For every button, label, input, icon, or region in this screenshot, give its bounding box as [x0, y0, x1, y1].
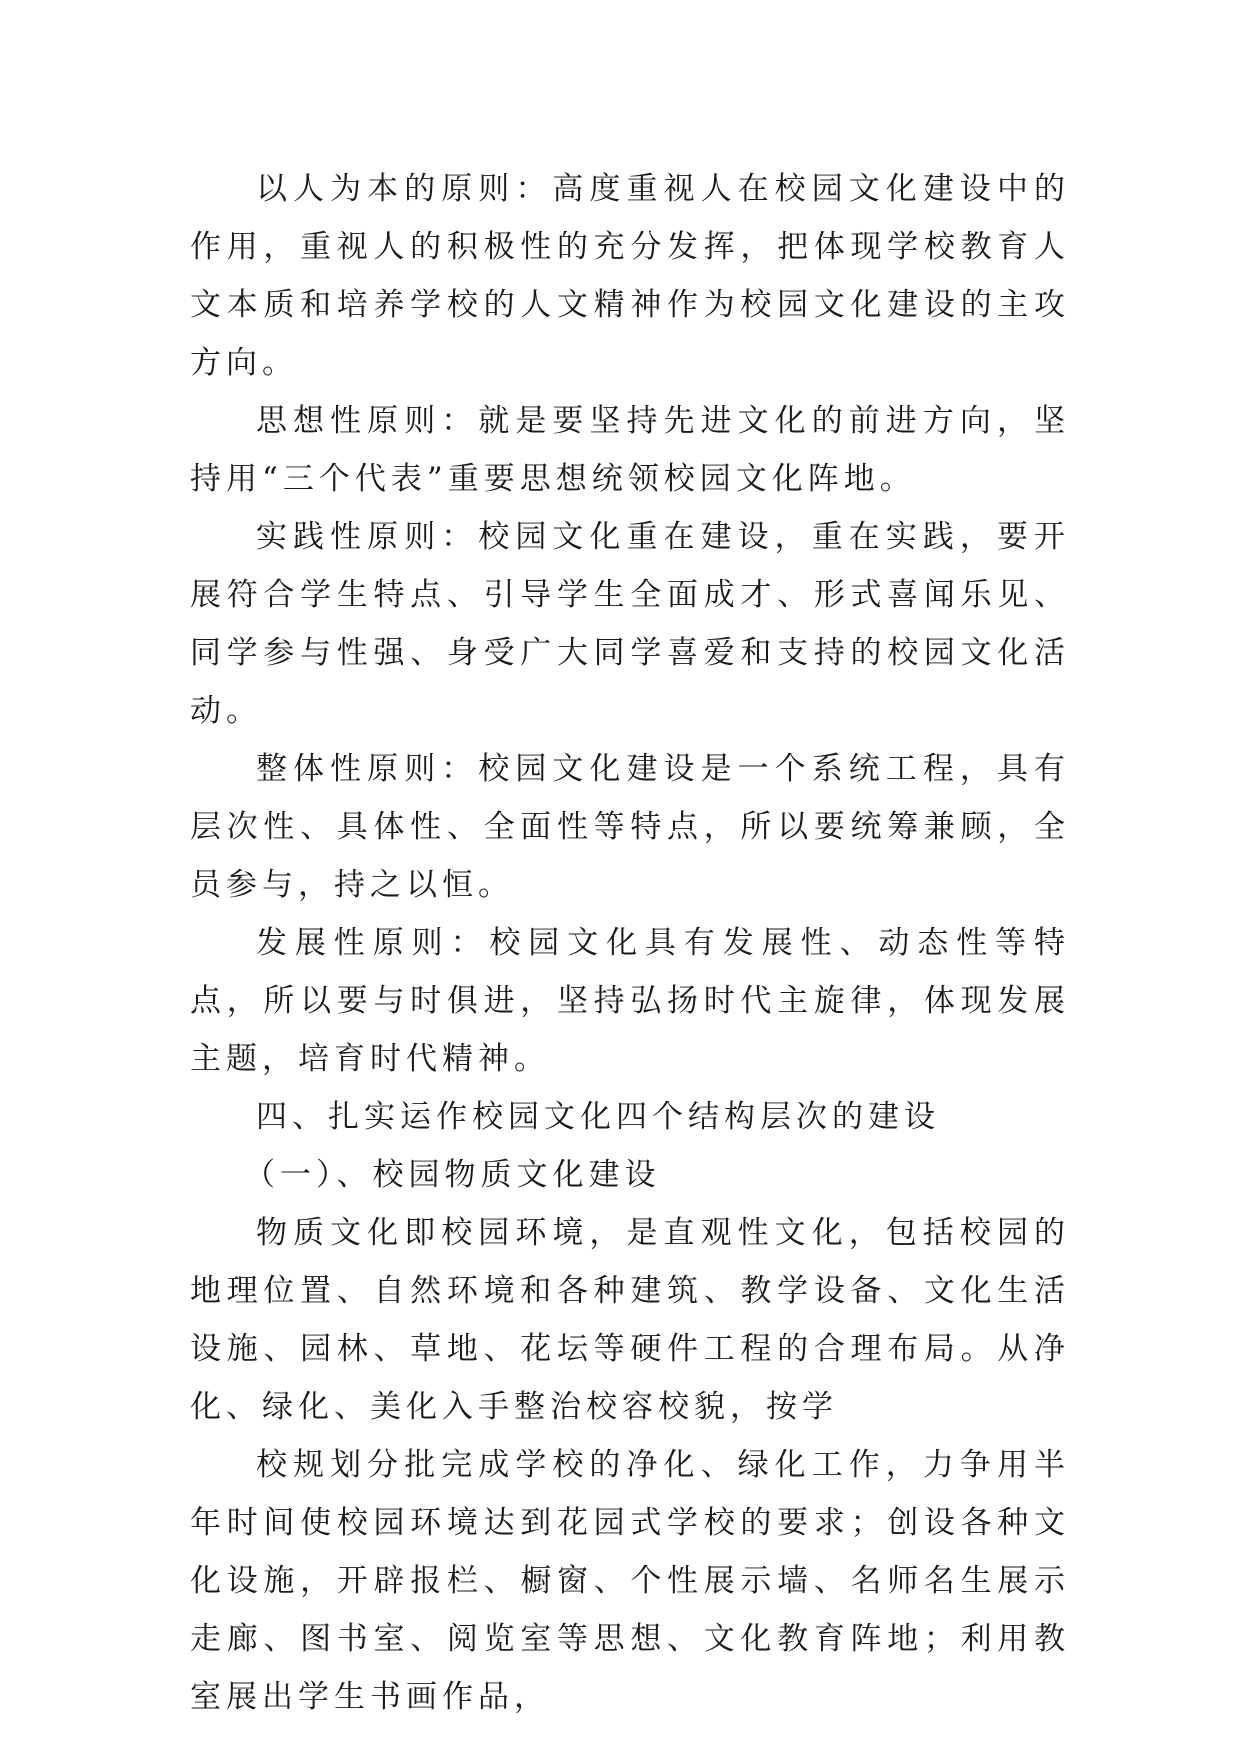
paragraph-material-culture: 物质文化即校园环境，是直观性文化，包括校园的地理位置、自然环境和各种建筑、教学设备、文化生活设施、园林、草地、花坛等硬件工程的合理布局。从净化、绿化、美化入手整治校容校貌，按学 [190, 1215, 1070, 1425]
paragraph-campus-planning: 校规划分批完成学校的净化、绿化工作，力争用半年时间使校园环境达到花园式学校的要求；创设各种文化设施，开辟报栏、橱窗、个性展示墙、名师名生展示走廊、图书室、阅览室等思想、文化教育阵地；利用教室展出学生书画作品， [190, 1447, 1070, 1715]
subsection-heading-one: （一）、校园物质文化建设 [244, 1157, 661, 1193]
body-text [190, 160, 1070, 1726]
paragraph-principle-holistic: 整体性原则：校园文化建设是一个系统工程，具有层次性、具体性、全面性等特点，所以要统筹兼顾，全员参与，持之以恒。 [190, 751, 1070, 903]
section-heading-four: 四、扎实运作校园文化四个结构层次的建设 [256, 1099, 940, 1135]
paragraph-principle-ideological: 思想性原则：就是要坚持先进文化的前进方向，坚持用“三个代表”重要思想统领校园文化阵地。 [190, 403, 1070, 497]
paragraph-principle-people-oriented: 以人为本的原则：高度重视人在校园文化建设中的作用，重视人的积极性的充分发挥，把体现学校教育人文本质和培养学校的人文精神作为校园文化建设的主攻方向。 [190, 171, 1070, 381]
paragraph-principle-developmental: 发展性原则：校园文化具有发展性、动态性等特点，所以要与时俱进，坚持弘扬时代主旋律，体现发展主题，培育时代精神。 [190, 925, 1070, 1077]
paragraph-principle-practical: 实践性原则：校园文化重在建设，重在实践，要开展符合学生特点、引导学生全面成才、形式喜闻乐见、同学参与性强、身受广大同学喜爱和支持的校园文化活动。 [190, 519, 1070, 729]
